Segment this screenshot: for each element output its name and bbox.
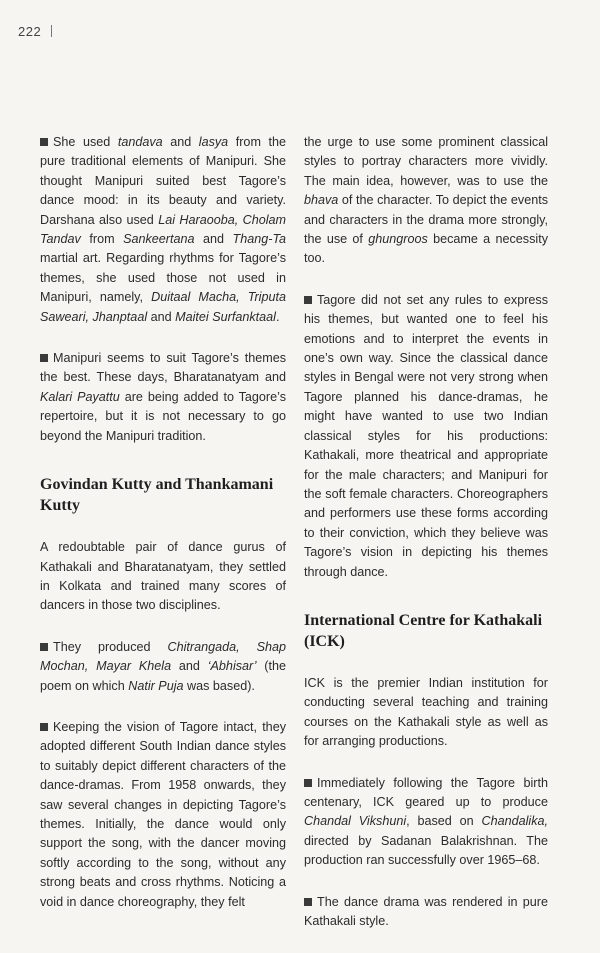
bullet-square-icon <box>40 723 48 731</box>
paragraph-pure-kathakali: The dance drama was rendered in pure Kathakali style. <box>304 894 548 928</box>
bullet-square-icon <box>40 138 48 146</box>
heading-ick: International Centre for Kathakali (ICK) <box>304 611 543 650</box>
paragraph-ick-premier: ICK is the premier Indian institution for conducting several teaching and training courses on the Kathakali style as well as for arranging productions. <box>304 675 548 749</box>
paragraph-urge-classical: the urge to use some prominent classical styles to portray characters more vividly. The main idea, however, was to use the bhava of the character. To depict the events and characters in the drama more strongly, the use of ghungroos became a necessity too. <box>304 135 548 266</box>
paragraph-manipuri-suits: Manipuri seems to suit Tagore’s themes the best. These days, Bharatanatyam and Kalari Payattu are being added to Tagore’s repertoire, but it is not necessary to go beyond the Manipuri tradition. <box>40 351 286 443</box>
page-number-text: 222 <box>18 24 42 39</box>
paragraph-no-rules: Tagore did not set any rules to express his themes, but wanted one to feel his emotions and to interpret the events in one’s own way. Since the classical dance styles in Bengal were not very strong when Tagore planned his dance-dramas, he might have wanted to use two Indian classical styles for his productions: Kathakali, more theatrical and appropriate for the male characters; and Manipuri for the soft female characters. Choreographers and performers use these forms according to their conviction, which they believe was Tagore’s vision in depicting his themes through dance. <box>304 292 548 579</box>
bullet-square-icon <box>40 643 48 651</box>
left-column <box>40 133 286 934</box>
right-column <box>304 133 548 953</box>
bullet-square-icon <box>304 898 312 906</box>
bullet-square-icon <box>304 779 312 787</box>
page-number <box>18 24 52 39</box>
bullet-square-icon <box>304 296 312 304</box>
paragraph-redoubtable-pair: A redoubtable pair of dance gurus of Kathakali and Bharatanatyam, they settled in Kolkata and trained many scores of dancers in those two disciplines. <box>40 540 286 613</box>
heading-govindan-kutty: Govindan Kutty and Thankamani Kutty <box>40 476 274 515</box>
paragraph-manipuri-elements: She used tandava and lasya from the pure traditional elements of Manipuri. She thought Manipuri suited best Tagore’s dance mood: in its beauty and variety. Darshana also used Lai Haraooba, Cholam Tandav from Sankeertana and Thang-Ta martial art. Regarding rhythms for Tagore’s themes, she used those not used in Manipuri, namely, Duitaal Macha, Triputa Saweari, Jhanptaal and Maitei Surfanktaal. <box>40 135 287 324</box>
paragraph-chandal-vikshuni: Immediately following the Tagore birth centenary, ICK geared up to produce Chandal Vikshuni, based on Chandalika, directed by Sadanan Balakrishnan. The production ran successfully over 1965–68. <box>304 775 548 868</box>
paragraph-vision-intact: Keeping the vision of Tagore intact, they adopted different South Indian dance styles to suitably depict different characters of the dance-dramas. From 1958 onwards, they saw several changes in depicting Tagore’s themes. Initially, the dance would only support the song, with the dancer moving softly according to the song, without any strong beats and cross rhythms. Noticing a void in dance choreography, they felt <box>40 719 286 909</box>
page-number-divider <box>51 25 52 37</box>
paragraph-productions: They produced Chitrangada, Shap Mochan, Mayar Khela and ‘Abhisar’ (the poem on which Natir Puja was based). <box>40 639 286 693</box>
bullet-square-icon <box>40 354 48 362</box>
